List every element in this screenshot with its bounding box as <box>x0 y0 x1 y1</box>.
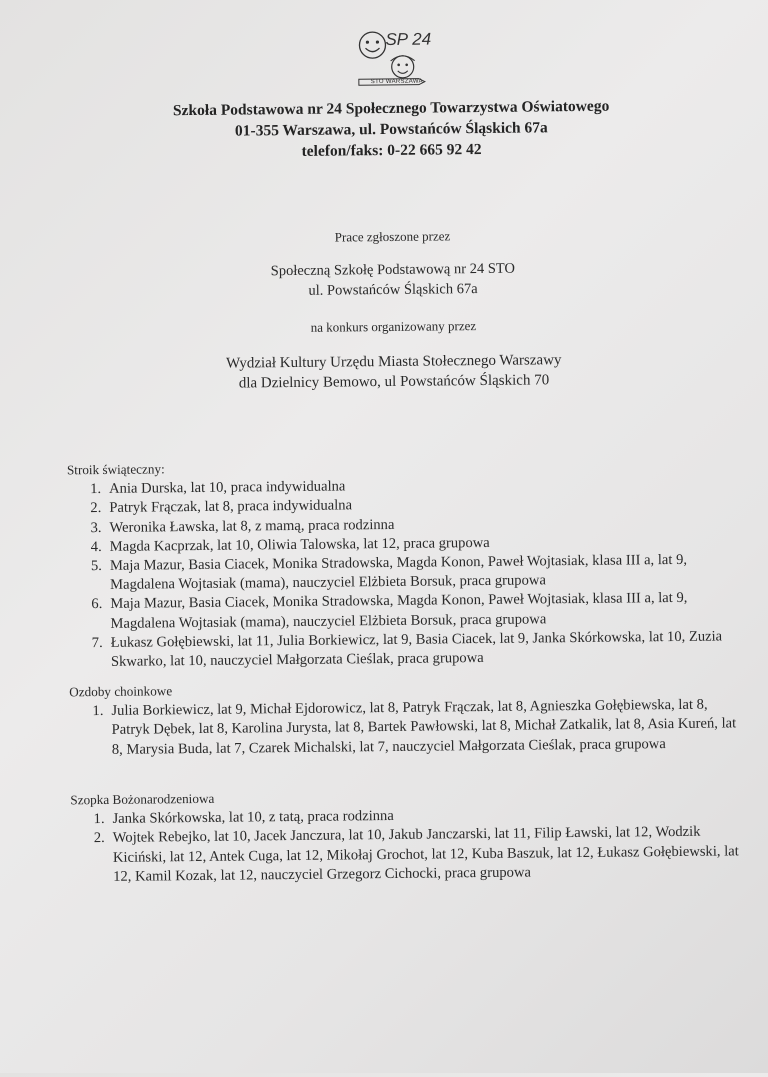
school-name: Społeczną Szkołę Podstawową nr 24 STO <box>270 260 515 280</box>
item-text: Magda Kacprzak, lat 10, Oliwia Talowska, lat 12, praca grupowa <box>109 534 490 555</box>
section-ozdoby <box>69 675 750 760</box>
section-title: Stroik świąteczny: <box>66 461 165 478</box>
section-title: Ozdoby choinkowe <box>69 683 173 700</box>
header-address: 01-355 Warszawa, ul. Powstańców Śląskich 67a <box>234 119 548 140</box>
section-szopka <box>70 783 751 887</box>
entry-list <box>67 473 749 672</box>
section-title: Szopka Bożonarodzeniowa <box>70 790 215 808</box>
item-text: Patryk Frączak, lat 8, praca indywidualna <box>109 497 353 517</box>
item-number: 4. <box>90 538 102 555</box>
logo-caption: STO WARSZAWA <box>370 78 423 86</box>
organizer-line-2: dla Dzielnicy Bemowo, ul Powstańców Śląskich 70 <box>238 372 550 392</box>
school-header <box>101 95 682 164</box>
item-text: Maja Mazur, Basia Ciacek, Monika Stradowska, Magda Konon, Paweł Wojtasiak, klasa III a, lat 9, Magdalena Wojtasiak (mama), nauczyciel Elżbieta Borsuk, praca grupowa <box>109 551 688 594</box>
item-number: 1. <box>90 481 102 498</box>
header-school-name: Szkoła Podstawowa nr 24 Społecznego Towarzystwa Oświatowego <box>172 97 610 120</box>
item-number: 2. <box>90 500 102 517</box>
item-number: 5. <box>90 558 102 575</box>
item-text: Łukasz Gołębiewski, lat 11, Julia Borkiewicz, lat 9, Basia Ciacek, lat 9, Janka Skórkowska, lat 10, Zuzia Skwarko, lat 10, nauczyciel Małgorzata Cieślak, praca grupowa <box>110 628 723 670</box>
competition-label: na konkurs organizowany przez <box>310 318 477 335</box>
list-item <box>69 695 750 760</box>
item-text: Julia Borkiewicz, lat 9, Michał Ejdorowicz, lat 8, Patryk Frączak, lat 8, Agnieszka Gołębiewska, lat 8, Patryk Dębek, lat 8, Karolina Jurysta, lat 8, Bartek Pawłowski, lat 8, Michał Zatkalik, lat 8, Asia Kureń, lat 8, Marysia Buda, lat 7, Czarek Michalski, lat 7, nauczyciel Małgorzata Cieślak, praca grupowa <box>111 696 737 758</box>
list-item <box>71 823 752 888</box>
item-number: 1. <box>93 811 105 828</box>
school-logo-text: SP 24 <box>385 29 432 49</box>
submitted-by-label: Prace zgłoszone przez <box>334 228 451 245</box>
section-stroik <box>67 453 749 672</box>
item-number: 7. <box>91 634 103 651</box>
item-number: 1. <box>92 703 104 720</box>
organizer-block <box>124 349 664 395</box>
entry-list <box>70 803 751 887</box>
school-block <box>123 257 663 303</box>
item-text: Janka Skórkowska, lat 10, z tatą, praca rodzinna <box>112 808 394 828</box>
item-number: 6. <box>91 596 103 613</box>
list-item <box>69 627 749 673</box>
item-text: Wojtek Rebejko, lat 10, Jacek Janczura, lat 10, Jakub Janczarski, lat 11, Filip Ławski, lat 12, Wodzik Kiciński, lat 12, Antek Cuga, lat 12, Mikołaj Grochot, lat 12, Kuba Baszuk, lat 12, Łukasz Gołębiewski, lat 12, Kamil Kozak, lat 12, nauczyciel Grzegorz Cichocki, praca grupowa <box>112 824 739 885</box>
header-phone: telefon/faks: 0-22 665 92 42 <box>301 140 482 160</box>
entry-list <box>69 695 750 760</box>
item-number: 2. <box>93 830 105 847</box>
item-text: Maja Mazur, Basia Ciacek, Monika Stradowska, Magda Konon, Paweł Wojtasiak, klasa III a, lat 9, Magdalena Wojtasiak (mama), nauczyciel Elżbieta Borsuk, praca grupowa <box>110 590 688 632</box>
item-text: Ania Durska, lat 10, praca indywidualna <box>109 478 346 498</box>
school-address: ul. Powstańców Śląskich 67a <box>308 281 478 299</box>
item-text: Weronika Ławska, lat 8, z mamą, praca rodzinna <box>109 516 395 536</box>
organizer-line-1: Wydział Kultury Urzędu Miasta Stołecznego Warszawy <box>225 352 562 372</box>
item-number: 3. <box>90 519 102 536</box>
